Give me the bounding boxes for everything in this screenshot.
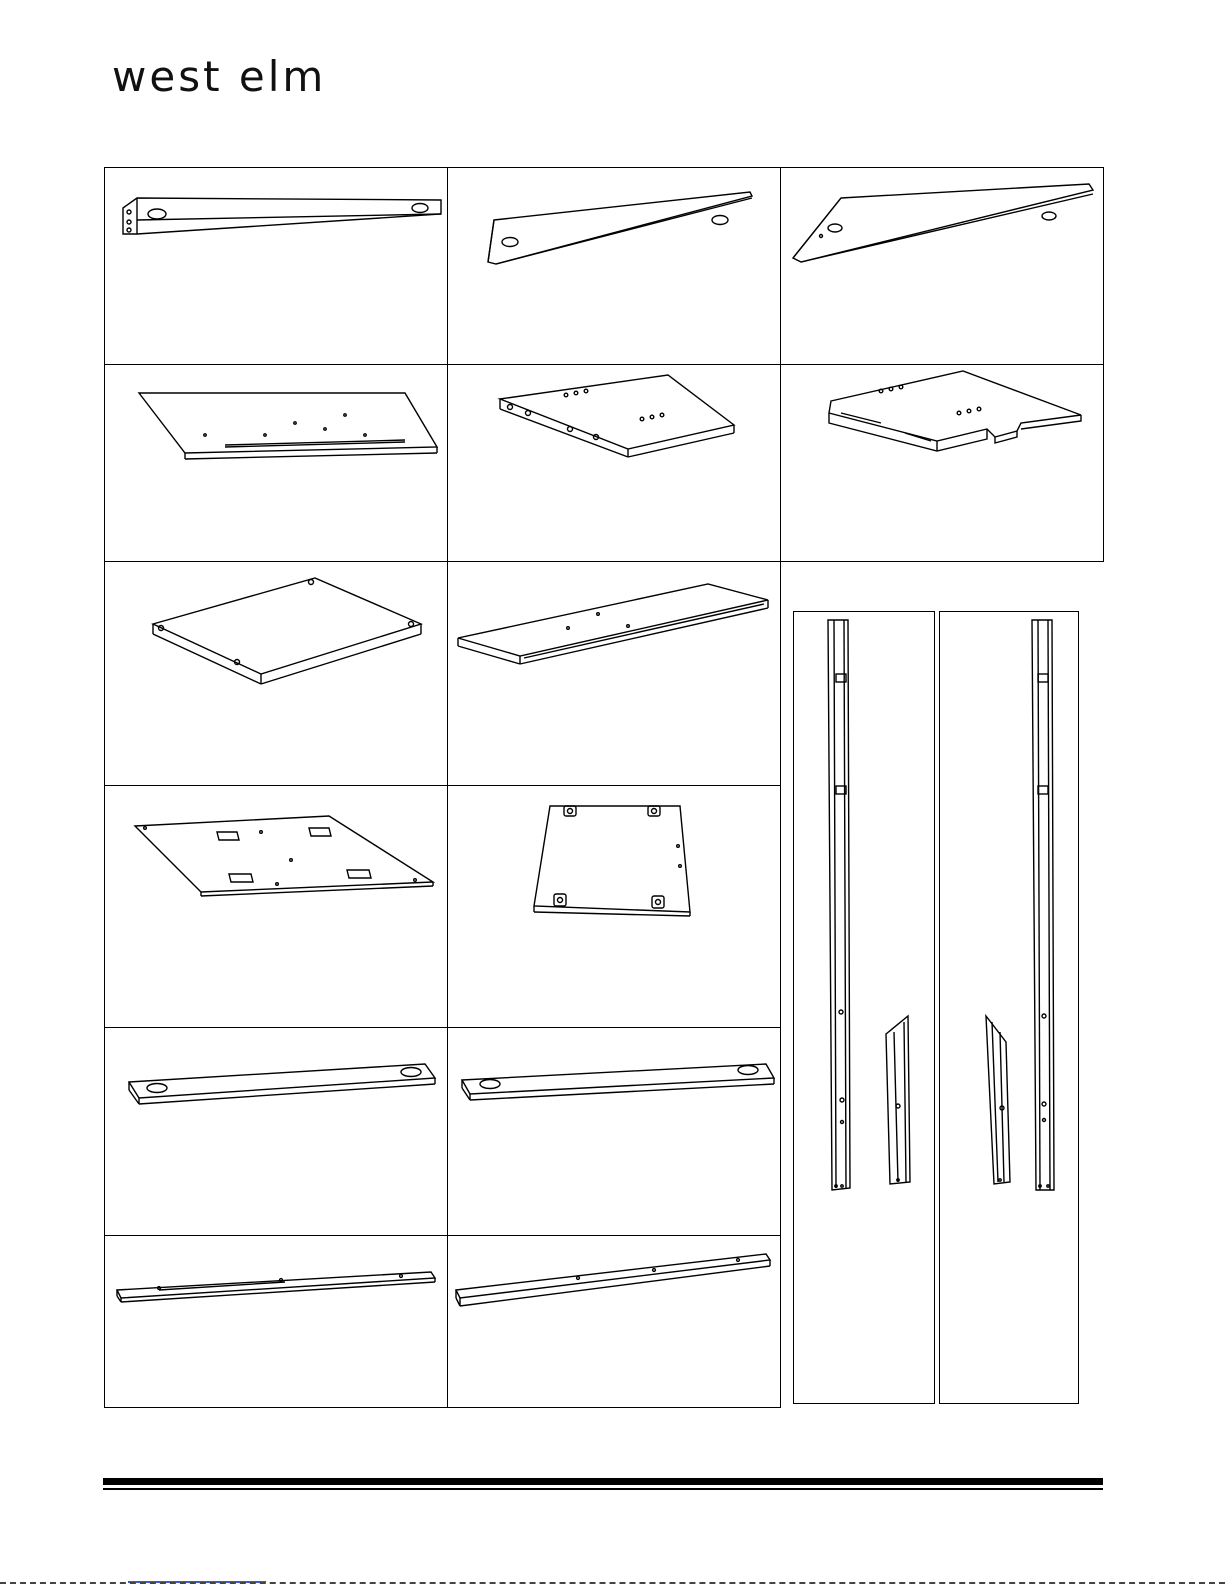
part-cell-10 xyxy=(447,785,781,1028)
part-cell-1 xyxy=(104,167,448,365)
panel-with-slots-icon xyxy=(448,168,782,366)
part-cell-6 xyxy=(780,364,1104,562)
brand-logo: west elm xyxy=(112,52,327,101)
long-shelf-with-groove-icon xyxy=(448,562,782,787)
footer-rule-thin xyxy=(103,1488,1103,1490)
part-cell-15 xyxy=(793,611,935,1404)
part-cell-4 xyxy=(104,364,448,562)
notched-shelf-icon xyxy=(781,365,1105,563)
beam-with-slots-icon xyxy=(105,168,449,366)
part-cell-11 xyxy=(104,1027,448,1236)
rail-with-slots-icon xyxy=(448,1028,782,1237)
page-cut-line xyxy=(0,1582,1225,1584)
panel-with-cutouts-icon xyxy=(105,786,449,1029)
square-panel-with-brackets-icon xyxy=(448,786,782,1029)
part-cell-2 xyxy=(447,167,781,365)
part-cell-5 xyxy=(447,364,781,562)
part-cell-16 xyxy=(939,611,1079,1404)
left-leg-post-icon xyxy=(794,612,936,1405)
part-cell-7 xyxy=(104,561,448,786)
top-panel-with-groove-icon xyxy=(105,365,449,563)
thin-rail-icon xyxy=(105,1236,449,1409)
part-cell-3 xyxy=(780,167,1104,365)
long-panel-with-slots-icon xyxy=(781,168,1105,366)
footer-rule-thick xyxy=(103,1478,1103,1485)
right-leg-post-icon xyxy=(940,612,1080,1405)
thin-rail-icon xyxy=(448,1236,782,1409)
part-cell-13 xyxy=(104,1235,448,1408)
part-cell-12 xyxy=(447,1027,781,1236)
flat-panel-icon xyxy=(105,562,449,787)
part-cell-9 xyxy=(104,785,448,1028)
shelf-with-holes-icon xyxy=(448,365,782,563)
part-cell-14 xyxy=(447,1235,781,1408)
rail-with-slots-icon xyxy=(105,1028,449,1237)
part-cell-8 xyxy=(447,561,781,786)
